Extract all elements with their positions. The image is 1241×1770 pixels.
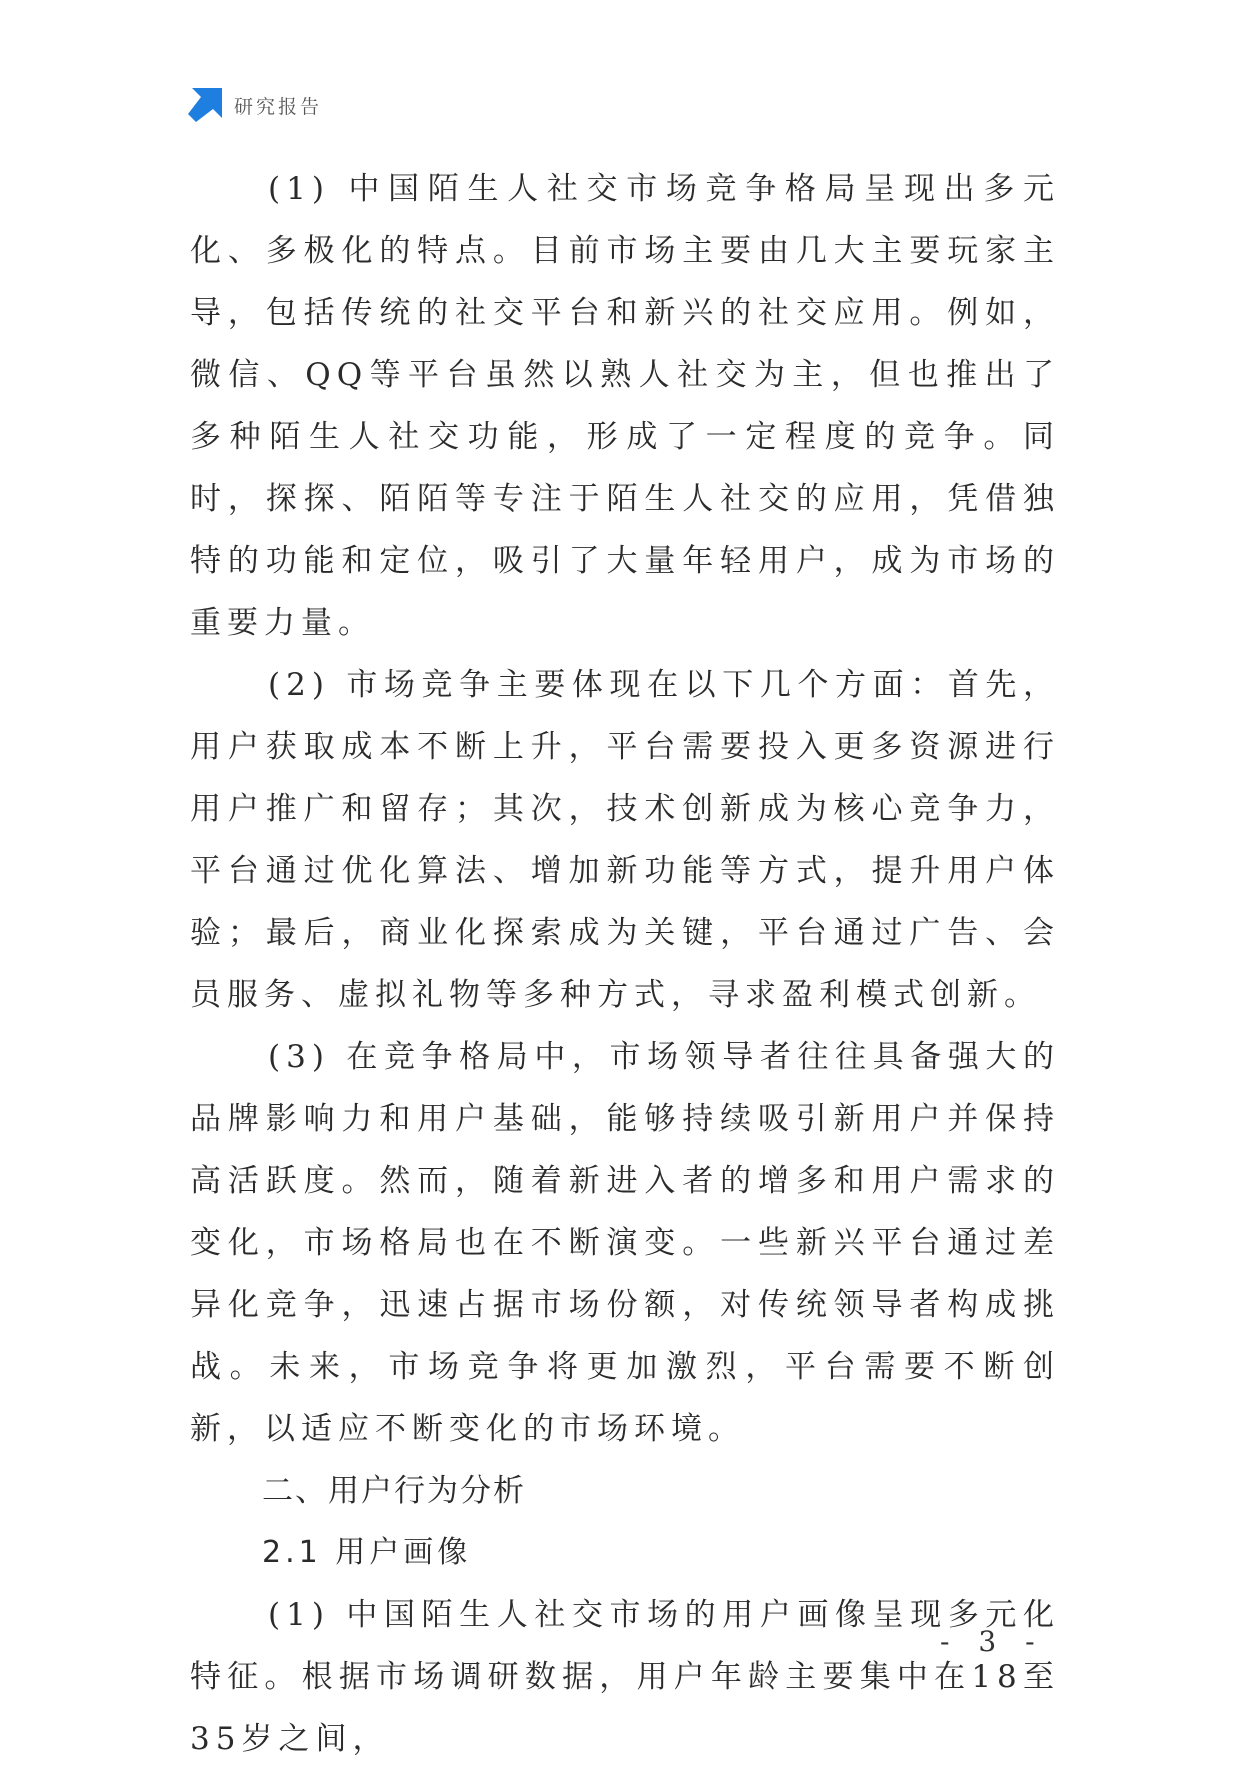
paragraph-4: (1) 中国陌生人社交市场的用户画像呈现多元化特征。根据市场调研数据，用户年龄主要集中在18至35岁之间， (190, 1597, 1060, 1757)
document-body (190, 158, 1060, 1770)
paragraph-3: (3) 在竞争格局中，市场领导者往往具备强大的品牌影响力和用户基础，能够持续吸引新用户并保持高活跃度。然而，随着新进入者的增多和用户需求的变化，市场格局也在不断演变。一些新兴平台通过差异化竞争，迅速占据市场份额，对传统领导者构成挑战。未来，市场竞争将更加激烈，平台需要不断创新，以适应不断变化的市场环境。 (190, 1039, 1060, 1447)
subsection-heading: 2.1 用户画像 (262, 1535, 472, 1570)
page-header (188, 88, 322, 122)
page-number: - 3 - (940, 1625, 1045, 1658)
header-title: 研究报告 (234, 95, 323, 118)
section-heading: 二、用户行为分析 (262, 1473, 526, 1509)
paragraph-1: (1) 中国陌生人社交市场竞争格局呈现出多元化、多极化的特点。目前市场主要由几大主要玩家主导，包括传统的社交平台和新兴的社交应用。例如，微信、QQ等平台虽然以熟人社交为主，但也推出了多种陌生人社交功能，形成了一定程度的竞争。同时，探探、陌陌等专注于陌生人社交的应用，凭借独特的功能和定位，吸引了大量年轻用户，成为市场的重要力量。 (190, 171, 1060, 641)
report-logo-icon (188, 88, 222, 122)
paragraph-2: (2) 市场竞争主要体现在以下几个方面：首先，用户获取成本不断上升，平台需要投入更多资源进行用户推广和留存；其次，技术创新成为核心竞争力，平台通过优化算法、增加新功能等方式，提升用户体验；最后，商业化探索成为关键，平台通过广告、会员服务、虚拟礼物等多种方式，寻求盈利模式创新。 (190, 667, 1060, 1013)
